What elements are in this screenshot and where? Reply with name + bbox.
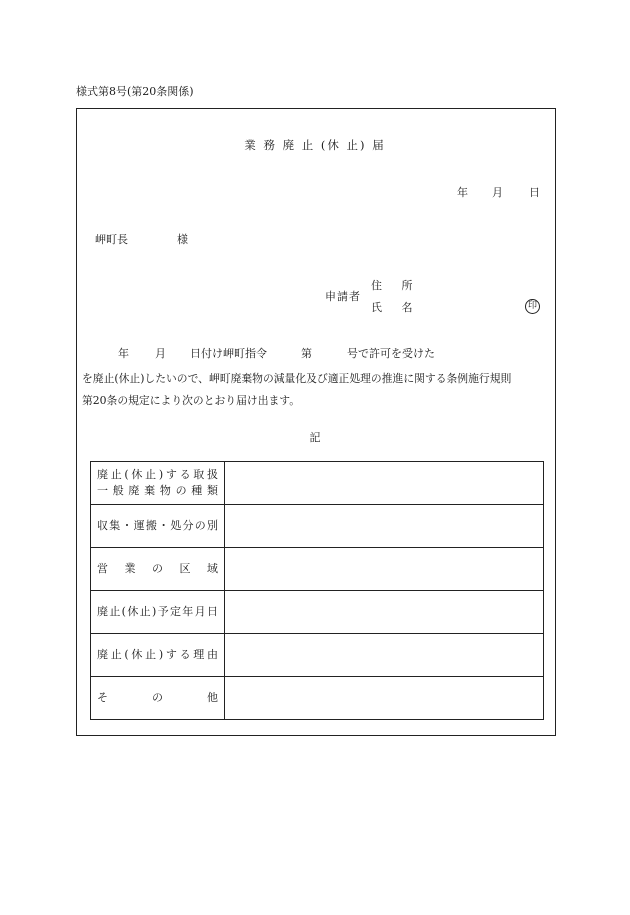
addressee-name: 岬町長 bbox=[95, 233, 128, 246]
date-day: 日 bbox=[529, 186, 540, 199]
row-value-planned-date[interactable] bbox=[225, 591, 544, 634]
applicant-label: 申請者 bbox=[325, 290, 361, 303]
row-value-waste-type[interactable] bbox=[225, 462, 544, 505]
body-dai: 第 bbox=[301, 347, 312, 360]
row-label-line: 廃止(休止)する取扱 bbox=[97, 468, 218, 482]
row-label-collection bbox=[91, 505, 225, 548]
row-label-line: 収集・運搬・処分の別 bbox=[97, 519, 218, 533]
row-label-line: その他 bbox=[97, 691, 218, 705]
row-label-reason bbox=[91, 634, 225, 677]
row-value-other[interactable] bbox=[225, 677, 544, 720]
name-label: 氏 名 bbox=[371, 301, 421, 314]
form-title: 業 務 廃 止 (休 止) 届 bbox=[244, 138, 386, 152]
row-label-line: 廃止(休止)する理由 bbox=[97, 648, 218, 662]
addressee-suffix: 様 bbox=[177, 233, 188, 246]
body-month: 月 bbox=[155, 347, 166, 360]
table-row bbox=[91, 462, 544, 505]
row-value-reason[interactable] bbox=[225, 634, 544, 677]
row-value-business-area[interactable] bbox=[225, 548, 544, 591]
body-line-2: を廃止(休止)したいので、岬町廃棄物の減量化及び適正処理の推進に関する条例施行規則 bbox=[82, 372, 512, 385]
body-permit: 号で許可を受けた bbox=[347, 347, 435, 360]
row-label-business-area bbox=[91, 548, 225, 591]
table-row bbox=[91, 677, 544, 720]
body-year: 年 bbox=[118, 347, 129, 360]
table-row bbox=[91, 591, 544, 634]
address-label: 住 所 bbox=[371, 279, 421, 292]
date-month: 月 bbox=[492, 186, 503, 199]
ki-heading: 記 bbox=[309, 431, 321, 444]
detail-table bbox=[90, 461, 544, 720]
row-value-collection[interactable] bbox=[225, 505, 544, 548]
date-year: 年 bbox=[457, 186, 468, 199]
body-date-ref: 日付け岬町指令 bbox=[190, 347, 267, 360]
row-label-other bbox=[91, 677, 225, 720]
form-number: 様式第8号(第20条関係) bbox=[76, 85, 194, 98]
table-row bbox=[91, 505, 544, 548]
body-line-3: 第20条の規定により次のとおり届け出ます。 bbox=[82, 394, 301, 407]
seal-mark: 印 bbox=[525, 299, 540, 314]
row-label-line: 廃止(休止)予定年月日 bbox=[97, 605, 218, 619]
addressee bbox=[95, 233, 188, 246]
table-row bbox=[91, 634, 544, 677]
row-label-planned-date bbox=[91, 591, 225, 634]
row-label-line: 一般廃棄物の種類 bbox=[97, 484, 218, 497]
row-label-line: 営業の区域 bbox=[97, 562, 218, 576]
table-row bbox=[91, 548, 544, 591]
row-label-waste-type bbox=[91, 462, 225, 505]
